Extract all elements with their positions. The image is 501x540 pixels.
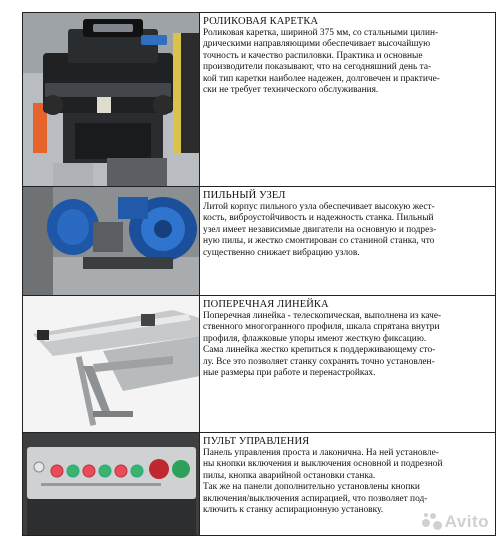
body-line: включения/выключения аспирацией, что позволяет под- <box>203 493 428 504</box>
section-title: ПИЛЬНЫЙ УЗЕЛ <box>203 190 286 201</box>
document-sheet <box>22 2 496 536</box>
body-line: точность и качество распиловки. Практика и основные <box>203 50 423 61</box>
body-line: Панель управления проста и лаконична. На ней установле- <box>203 448 439 458</box>
section-roller-carriage <box>22 12 496 187</box>
avito-watermark <box>422 512 489 532</box>
section-text <box>200 296 495 432</box>
body-line: существенно снижает вибрацию узлов. <box>203 247 360 258</box>
body-line: пилы, кнопка аварийной остановки станка. <box>203 470 376 481</box>
body-line: кой тип каретки наиболее надежен, долговечен и практиче- <box>203 73 440 84</box>
body-line: дрическими направляющими обеспечивает высочайшую <box>203 39 431 50</box>
section-body <box>203 28 491 96</box>
section-body <box>203 311 491 379</box>
section-title: ПУЛЬТ УПРАВЛЕНИЯ <box>203 436 310 447</box>
body-line: ключить к станку аспирационную установку. <box>203 505 384 516</box>
avito-logo-icon <box>422 513 442 529</box>
section-cross-ruler <box>22 295 496 433</box>
section-text <box>200 13 495 186</box>
body-line: производители показывают, что на сегодняшний день та- <box>203 62 432 73</box>
body-line: лу. Все это позволяет станку сохранять точно установлен- <box>203 356 435 367</box>
body-line: ны кнопки включения и выключения основной и подрезной <box>203 459 443 470</box>
body-line: Сама линейка жестко крепиться к поддерживающему сто- <box>203 345 436 356</box>
body-line: Роликовая каретка, шириной 375 мм, со стальными цилин- <box>203 28 439 38</box>
section-title: ПОПЕРЕЧНАЯ ЛИНЕЙКА <box>203 299 329 310</box>
body-line: Поперечная линейка - телескопическая, выполнена из каче- <box>203 311 442 321</box>
section-body <box>203 448 491 516</box>
section-text <box>200 187 495 295</box>
body-line: профиля, флажковые упоры имеют жесткую фиксацию. <box>203 333 427 344</box>
section-saw-unit <box>22 186 496 296</box>
section-body <box>203 202 491 259</box>
body-line: ные размеры при работе и перенастройках. <box>203 368 376 379</box>
body-line: ную пилы, и жестко смонтирован со станиной станка, что <box>203 236 435 247</box>
cross-ruler-photo <box>23 296 200 432</box>
body-line: ски не требует технического обслуживания. <box>203 85 379 96</box>
body-line: кость, виброустойчивость и надежность станка. Пильный <box>203 213 434 224</box>
control-panel-photo <box>23 433 200 535</box>
roller-carriage-photo <box>23 13 200 186</box>
body-line: Так же на панели дополнительно установлены кнопки <box>203 482 420 493</box>
body-line: узел имеет независимые двигатели на основную и подрез- <box>203 224 437 235</box>
section-title: РОЛИКОВАЯ КАРЕТКА <box>203 16 319 27</box>
saw-unit-motors-photo <box>23 187 200 295</box>
body-line: Литой корпус пильного узла обеспечивает высокую жест- <box>203 202 435 212</box>
body-line: ственного многогранного профиля, шкала спрятана внутри <box>203 322 440 333</box>
watermark-text: Avito <box>444 512 489 531</box>
